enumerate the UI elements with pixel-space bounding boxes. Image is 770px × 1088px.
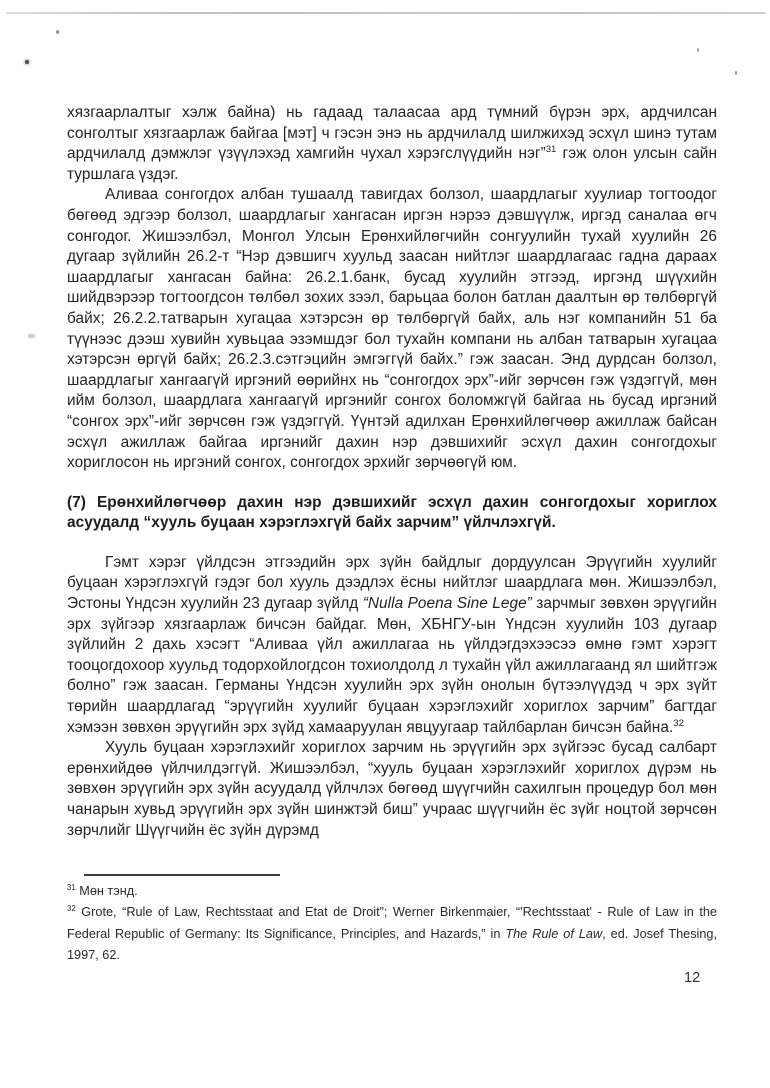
section-heading: (7) Ерөнхийлөгчөөр дахин нэр дэвшихийг эсхүл дахин сонгогдохыг хориглох асуудалд “хууль буцаан хэрэглэхгүй байх зарчим” үйлчлэхгүй. [67, 493, 717, 532]
emphasized-text: The Rule of Law [505, 926, 603, 941]
page-number: 12 [684, 970, 701, 986]
footnote-reference: 32 [67, 904, 76, 914]
scan-speck [735, 71, 737, 75]
paragraph: хязгаарлалтыг хэлж байна) нь гадаад талаасаа ард түмний бүрэн эрх, ардчилсан сонголтыг хязгаарлаж байгаа [мэт] ч гэсэн энэ нь ардчилалд шилжихэд эсхүл шинэ тутам ардчилалд дэмжлэг үзүүлэхэд хамгийн чухал хэрэгслүүдийн нэг”$^{31}$ гэж олон улсын сайн туршлага үздэг. [67, 104, 717, 183]
footnote-reference: 31 [545, 144, 557, 156]
paragraph: Хууль буцаан хэрэглэхийг хориглох зарчим нь эрүүгийн эрх зүйгээс бусад салбарт ерөнхийдөө үйлчилдэггүй. Жишээлбэл, “хууль буцаан хэрэглэхийг хориглох дүрэм нь зөвхөн эрүүгийн эрх зүйн асуудалд үйлчлэх бөгөөд шүүгчийн сахилгын процедур бол мөн чанарын хувьд эрүүгийн эрх зүйн шинжтэй биш” учраас шүүгчийн ёс зүйг ноцтой зөрчсөн зөрчлийг Шүүгчийн ёс зүйн дүрэмд [67, 739, 717, 839]
scan-speck [25, 60, 29, 64]
scan-artifact-top-line [6, 12, 766, 14]
footnote-reference: 31 [67, 882, 76, 892]
paragraph: Аливаа сонгогдох албан тушаалд тавигдах болзол, шаардлагыг хуулиар тогтоодог бөгөөд эдгээр болзол, шаардлагыг хангасан иргэн нэрээ дэвшүүлж, иргэд саналаа өгч сонгодог. Жишээлбэл, Монгол Улсын Ерөнхийлөгчийн сонгуулийн тухай хуулийн 26 дугаар зүйлийн 26.2-т “Нэр дэвшигч хуульд заасан нийтлэг шаардлагаас гадна дараах шаардлагыг хангасан байна: 26.2.1.банк, бусад хуулийн этгээд, иргэнд шүүхийн шийдвэрээр тогтоогдсон төлбөл зохих зээл, барьцаа болон батлан даалтын өр төлбөргүй байх; 26.2.2.татварын хугацаа хэтэрсэн өр төлбөргүй байх, аль нэг компанийн 51 ба түүнээс дээш хувийн хувьцаа эзэмшдэг бол тухайн компани нь албан татварын хугацаа хэтэрсэн өргүй байх; 26.2.3.сэтгэцийн эмгэггүй байх.” гэж заасан. Энд дурдсан болзол, шаардлагыг хангаагүй иргэний өөрийнх нь “сонгогдох эрх”-ийг зөрчсөн гэж үздэггүй, мөн ийм болзол, шаардлага хангаагүй иргэнийг сонгох боломжгүй байгаа нь бусад иргэний “сонгох эрх”-ийг зөрчсөн гэж үздэггүй. Үүнтэй адилхан Ерөнхийлөгчөөр ажиллаж байсан эсхүл ажиллаж байгаа иргэнийг дахин нэр дэвшихийг эсхүл дахин сонгогдохыг хориглосон нь иргэний сонгох, сонгогдох эрхийг зөрчөөгүй юм. [67, 186, 717, 472]
scan-speck [697, 48, 699, 52]
footnote: $^{31}$ Мөн тэнд. [67, 882, 138, 898]
scan-speck [56, 30, 59, 34]
paragraph: Гэмт хэрэг үйлдсэн этгээдийн эрх зүйн байдлыг дордуулсан Эрүүгийн хуулийг буцаан хэрэглэхгүй гэдэг бол хууль дээдлэх ёсны нийтлэг шаардлага мөн. Жишээлбэл, Эстоны Үндсэн хуулийн 23 дугаар зүйлд “Nulla Poena Sine Lege” зарчмыг зөвхөн эрүүгийн эрх зүйгээр хязгаарлаж бичсэн байдаг. Мөн, ХБНГУ-ын Үндсэн хуулийн 103 дугаар зүйлийн 2 дахь хэсэгт “Аливаа үйл ажиллагаа нь үйлдэгдэхээсээ өмнө гэмт хэрэгт тооцогдохоор хуульд тодорхойлогдсон тохиолдолд л тухайн үйл ажиллагаанд ял шийтгэж болно” гэж заасан. Германы Үндсэн хуулийн эрх зүйн онолын бүтээлүүдэд ч эрх зүйт төрийн шаардлагад “эрүүгийн хуулийг буцаан хэрэглэхийг хориглох зарчим” багтдаг хэмээн зөвхөн эрүүгийн эрх зүйд хамааруулан явцуугаар тайлбарлан бичсэн байна.$^{32}$ [67, 553, 717, 736]
scan-smudge [28, 334, 35, 338]
footnote-reference: 32 [673, 717, 684, 729]
footnotes-section [67, 874, 717, 967]
footnote-separator [84, 874, 280, 876]
footnotes-list [67, 881, 717, 967]
emphasized-text: “Nulla Poena Sine Lege” [362, 595, 532, 613]
footnote: $^{32}$ Grote, “Rule of Law, Rechtsstaat and Etat de Droit”; Werner Birkenmaier, “'Rechtsstaat' - Rule of Law in the Federal Republic of Germany: Its Significance, Principles, and Hazards,” in The Rule of Law, ed. Josef Thesing, 1997, 62. [67, 904, 718, 963]
document-body [67, 103, 717, 841]
